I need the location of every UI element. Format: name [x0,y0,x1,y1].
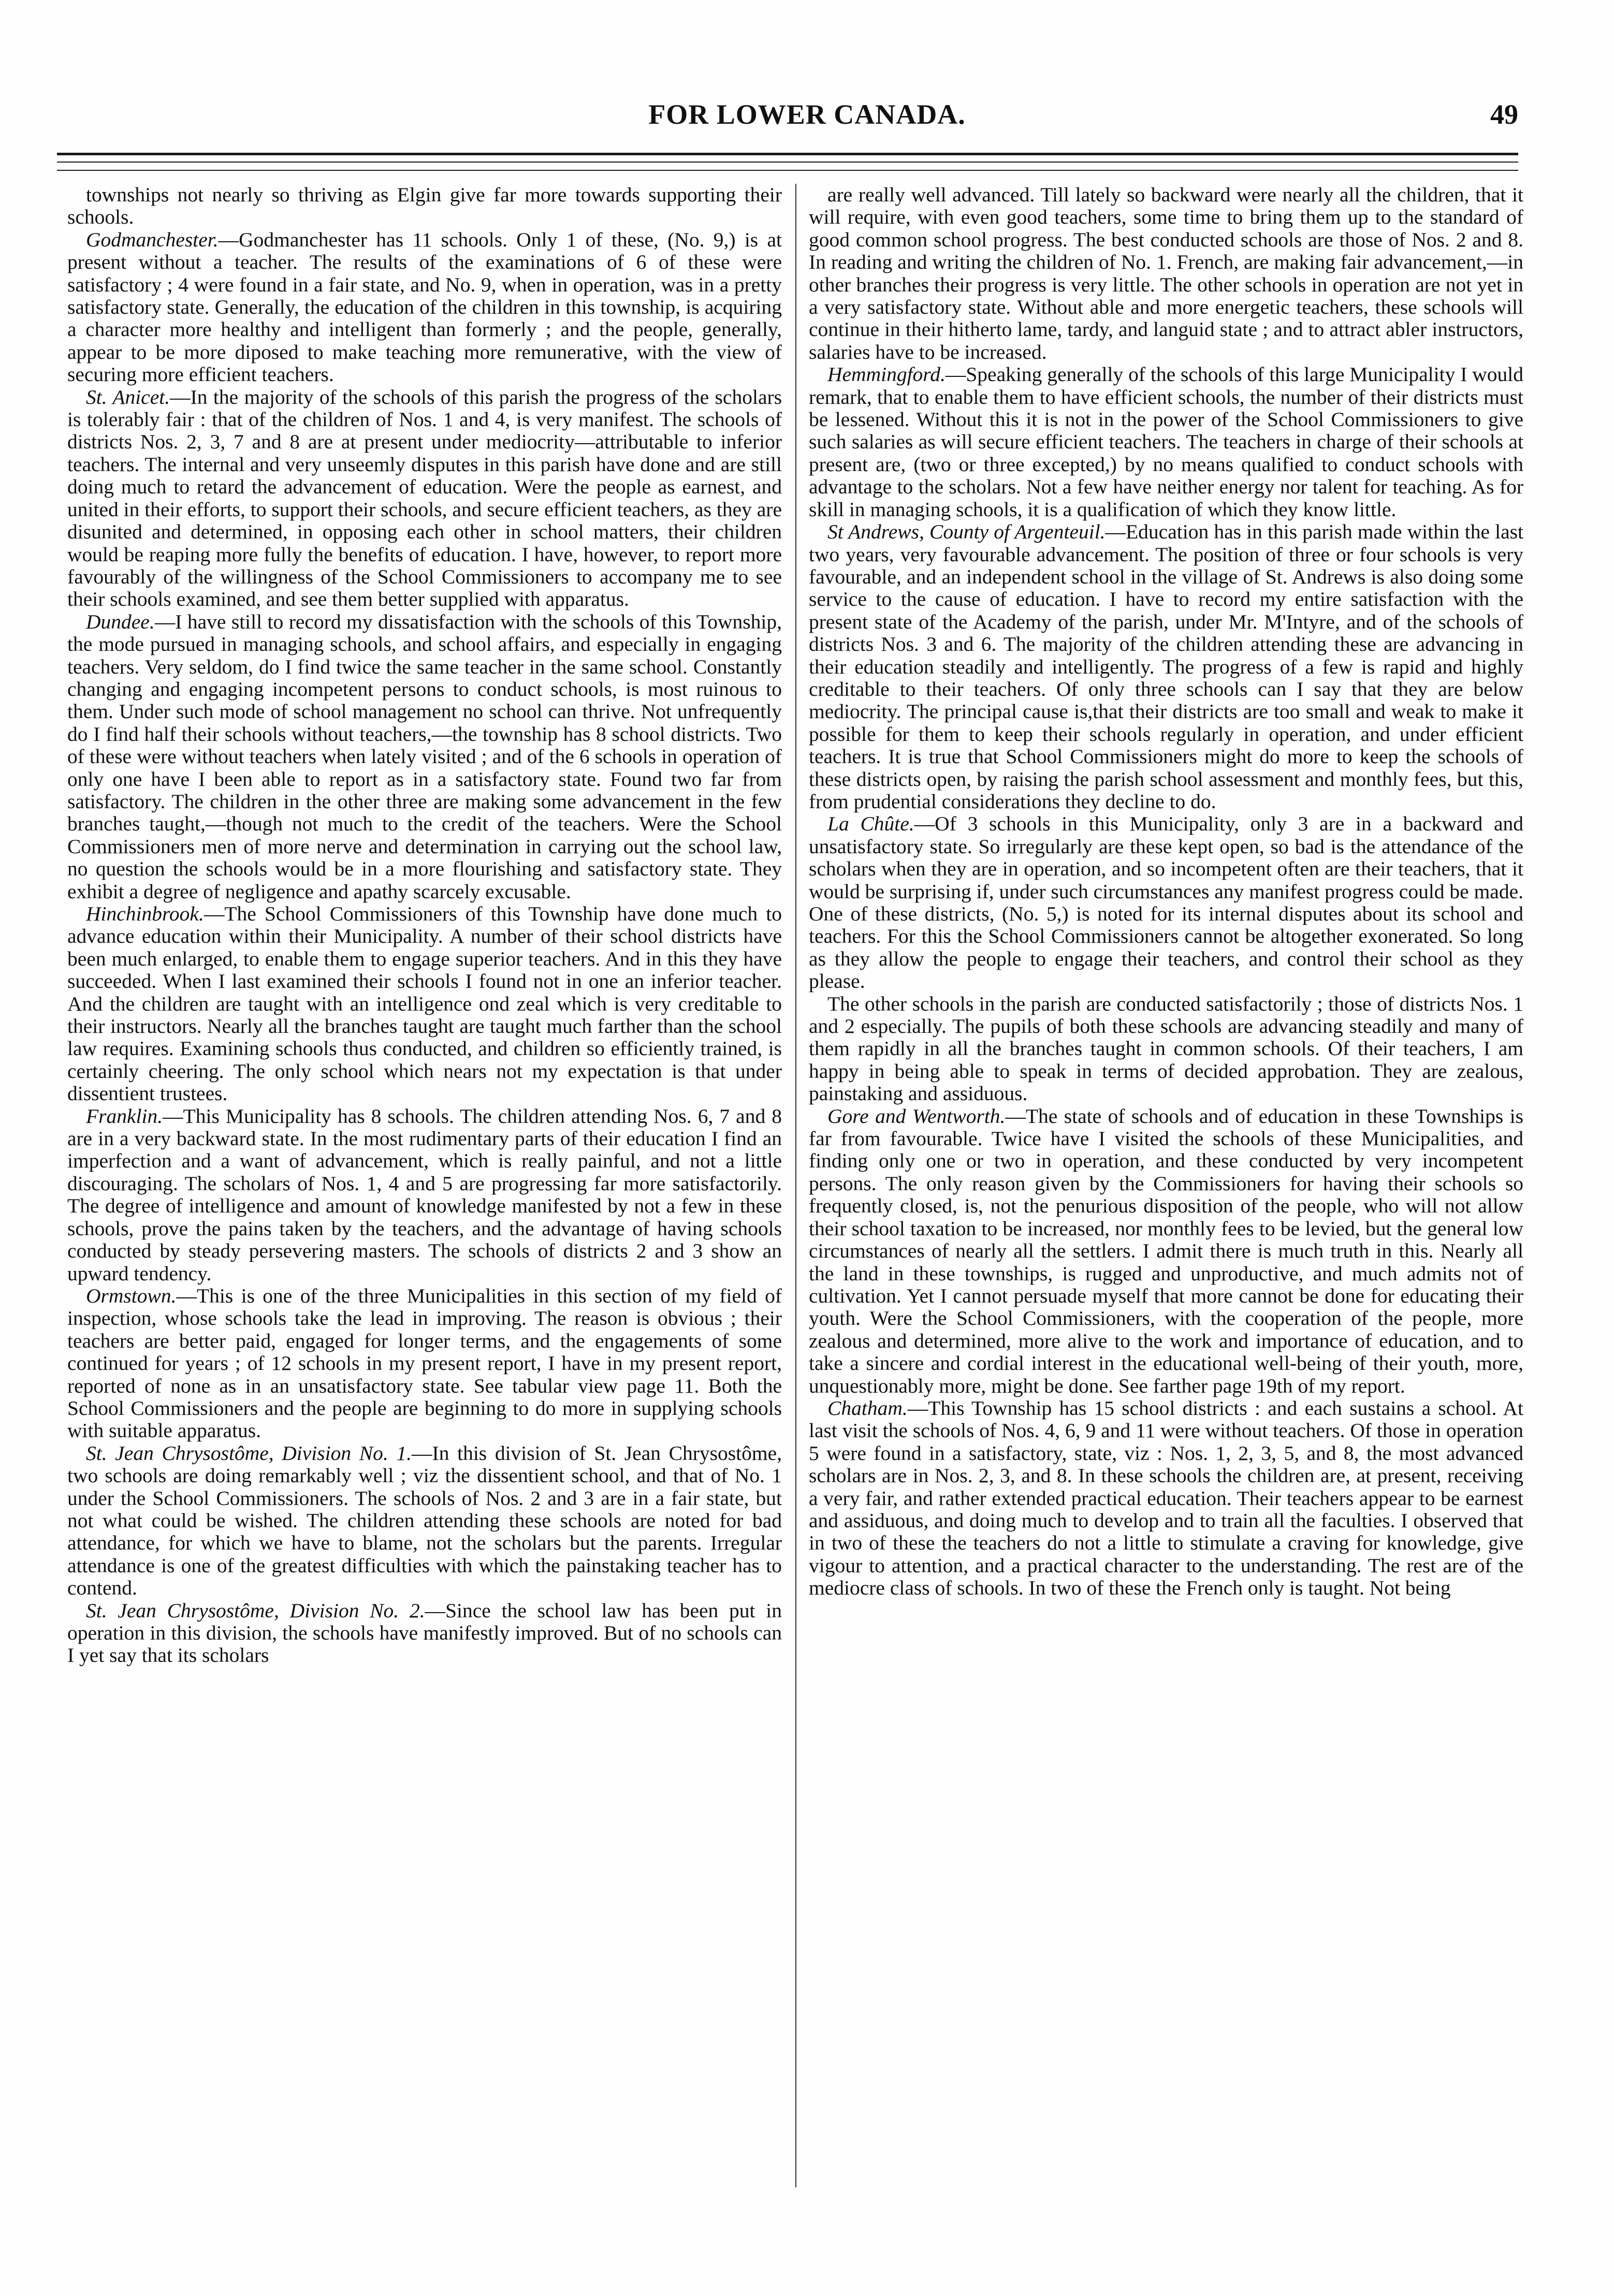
place-heading: Ormstown. [86,1284,177,1307]
place-heading: Hemmingford. [827,363,946,386]
paragraph-text: —This is one of the three Municipalities in this section of my field of inspection, whose schools take the lead in improving. The reason is obvious ; their teachers are better paid, engaged for longer terms, and the engagements of some continued for years ; of 12 schools in my present report, I have in my present report, reported of none as in an unsatisfactory state. See tabular view page 11. Both the School Commissioners and the people are beginning to do more in supplying schools with suitable apparatus. [67,1284,782,1442]
place-heading: Chatham. [827,1396,908,1420]
paragraph-text: are really well advanced. Till lately so backward were nearly all the children, that it will require, with even good teachers, some time to bring them up to the standard of good common school progress. The best conducted schools are those of Nos. 2 and 8. In reading and writing the children of No. 1. French, are making fair advancement,—in other branches their progress is very little. The other schools in operation are not yet in a very satisfactory state. Without able and more energetic teachers, these schools will continue in their hitherto lame, tardy, and languid state ; and to attract abler instructors, salaries have to be increased. [809,184,1523,363]
paragraph-gore-and-wentworth [809,1105,1523,1397]
paragraph-text: —The state of schools and of education in these Townships is far from favourable. Twice have I visited the schools of these Municipalities, and finding only one or two in operation, and these conducted by very incompetent persons. The only reason given by the Commissioners for having their schools so frequently closed, is, not the penurious disposition of the people, who will not allow their school taxation to be increased, nor monthly fees to be levied, but the general low circumstances of nearly all the settlers. I admit there is much truth in this. Nearly all the land in these townships, is rugged and unproductive, and much admits not of cultivation. Yet I cannot persuade myself that more cannot be done for educating their youth. Were the School Commissioners, with the cooperation of the people, more zealous and determined, more alive to the work and importance of education, and to take a sincere and cordial interest in the educational well-being of their youth, more, unquestionably more, might be done. See farther page 19th of my report. [809,1104,1523,1397]
place-heading: Franklin. [86,1104,163,1128]
paragraph-text: townships not nearly so thriving as Elgin give far more towards supporting their schools. [67,184,782,229]
left-column [67,184,782,2203]
paragraph-dundee [67,611,782,903]
paragraph [809,993,1523,1105]
place-heading: Gore and Wentworth. [827,1104,1006,1128]
paragraph-st-jean-division-2 [67,1600,782,1667]
page-header [0,98,1614,145]
place-heading: Godmanchester. [86,228,219,251]
header-rule-inner [57,162,1518,163]
paragraph-st-anicet [67,386,782,611]
place-heading: St Andrews, County of Argenteuil. [827,520,1106,544]
paragraph-chatham [809,1397,1523,1600]
paragraph-hemmingford [809,363,1523,521]
column-divider [795,184,796,2187]
place-heading: St. Jean Chrysostôme, Division No. 1. [86,1441,412,1465]
page-number: 49 [1490,99,1518,130]
paragraph-la-chute [809,813,1523,992]
place-heading: St. Jean Chrysostôme, Division No. 2. [86,1599,425,1622]
place-heading: Dundee. [86,610,155,633]
paragraph-text: The other schools in the parish are conducted satisfactorily ; those of districts Nos. 1 and 2 especially. The pupils of both these schools are advancing steadily and many of them rapidly in all the branches taught in common schools. Of their teachers, I am happy in being able to speak in terms of decided approbation. They are zealous, painstaking and assiduous. [809,992,1523,1105]
paragraph-text: —I have still to record my dissatisfaction with the schools of this Township, the mode pursued in managing schools, and school affairs, and especially in engaging teachers. Very seldom, do I find twice the same teacher in the same school. Constantly changing and engaging incompetent persons to conduct schools, is most ruinous to them. Under such mode of school management no school can thrive. Not unfrequently do I find half their schools without teachers,—the township has 8 school districts. Two of these were without teachers when lately visited ; and of the 6 schools in operation of only one have I been able to report as in a satisfactory state. Found two far from satisfactory. The children in the other three are making some advancement in the few branches taught,—though not much to the credit of the teachers. Were the School Commissioners men of more nerve and determination in carrying out the school law, no question the schools would be in a more flourishing and satisfactory state. They exhibit a degree of negligence and apathy scarcely excusable. [67,610,782,903]
paragraph-text: —Godmanchester has 11 schools. Only 1 of these, (No. 9,) is at present without a teacher. The results of the examinations of 6 of these were satisfactory ; 4 were found in a fair state, and No. 9, when in operation, was in a pretty satisfactory state. Generally, the education of the children in this township, is acquiring a character more healthy and intelligent than formerly ; and the people, generally, appear to be more diposed to make teaching more remunerative, with the view of securing more efficient teachers. [67,228,782,386]
paragraph-text: —Since the school law has been put in operation in this division, the schools have manifestly improved. But of no schools can I yet say that its scholars [67,1599,782,1667]
paragraph-text: —Education has in this parish made within the last two years, very favourable advancement. The position of three or four schools is very favourable, and an independent school in the village of St. Andrews is also doing some service to the cause of education. I have to record my entire satisfaction with the present state of the Academy of the parish, under Mr. M'Intyre, and of the schools of districts Nos. 3 and 6. The majority of the children attending these are advancing in their education steadily and intelligently. The progress of a few is rapid and highly creditable to their teachers. Of only three schools can I say that they are below mediocrity. The principal cause is,that their districts are too small and weak to make it possible for them to keep their schools regularly in operation, and under efficient teachers. It is true that School Commissioners might do more to keep the schools of these districts open, by raising the parish school assessment and monthly fees, but this, from prudential considerations they decline to do. [809,520,1523,813]
running-title: FOR LOWER CANADA. [648,99,966,130]
paragraph-text: —This Township has 15 school districts : and each sustains a school. At last visit the schools of Nos. 4, 6, 9 and 11 were without teachers. Of those in operation 5 were found in a satisfactory, state, viz : Nos. 1, 2, 3, 5, and 8, the most advanced scholars are in Nos. 2, 3, and 8. In these schools the children are, at present, receiving a very fair, and rather extended practical education. Their teachers appear to be earnest and assiduous, and doing much to develop and to train all the faculties. I observed that in two of these the teachers do not a little to stimulate a craving for knowledge, give vigour to attention, and a practical character to the understanding. The rest are of the mediocre class of schools. In two of these the French only is taught. Not being [809,1396,1523,1600]
paragraph-text: —In the majority of the schools of this parish the progress of the scholars is tolerably fair : that of the children of Nos. 1 and 4, is very manifest. The schools of districts Nos. 2, 3, 7 and 8 are at present under mediocrity—attributable to inferior teachers. The internal and very unseemly disputes in this parish have done and are still doing much to retard the advancement of education. Were the people as earnest, and united in their efforts, to support their schools, and secure efficient teachers, as they are disunited and determined, in opposing each other in school matters, their children would be reaping more fully the benefits of education. I have, however, to report more favourably of the willingness of the School Commissioners to accompany me to see their schools examined, and see them better supplied with apparatus. [67,385,782,611]
paragraph-text: —The School Commissioners of this Township have done much to advance education within their Municipality. A number of their school districts have been much enlarged, to enable them to engage superior teachers. And in this they have succeeded. When I last examined their schools I found not in one an inferior teacher. And the children are taught with an intelligence ond zeal which is very creditable to their instructors. Nearly all the branches taught are taught much farther than the school law requires. Examining schools thus conducted, and children so efficiently trained, is certainly cheering. The only school which nears not my expectation is that under dissentient trustees. [67,902,782,1105]
paragraph-text: —In this division of St. Jean Chrysostôme, two schools are doing remarkably well ; viz the dissentient school, and that of No. 1 under the School Commissioners. The schools of Nos. 2 and 3 are in a fair state, but not what could be wished. The children attending these schools are noted for bad attendance, for which we have to blame, not the scholars but the parents. Irregular attendance is one of the greatest difficulties with which the painstaking teacher has to contend. [67,1441,782,1600]
paragraph-ormstown [67,1285,782,1442]
place-heading: St. Anicet. [86,385,170,408]
right-column [809,184,1523,2203]
paragraph-text: —Speaking generally of the schools of this large Municipality I would remark, that to enable them to have efficient schools, the number of their districts must be lessened. Without this it is not in the power of the School Commissioners to give such salaries as will secure efficient teachers. The teachers in charge of their schools at present are, (two or three excepted,) by no means qualified to conduct schools with advantage to the scholars. Not a few have neither energy nor talent for teaching. As for skill in managing schools, it is a qualification of which they know little. [809,363,1523,521]
paragraph [67,184,782,229]
paragraph [809,184,1523,363]
paragraph-st-jean-division-1 [67,1442,782,1600]
paragraph-text: —This Municipality has 8 schools. The children attending Nos. 6, 7 and 8 are in a very backward state. In the most rudimentary parts of their education I find an imperfection and a want of advancement, which is really painful, and not a little discouraging. The scholars of Nos. 1, 4 and 5 are progressing far more satisfactorily. The degree of intelligence and amount of knowledge manifested by not a few in these schools, prove the pains taken by the teachers, and the advantage of having schools conducted by steady persevering masters. The schools of districts 2 and 3 show an upward tendency. [67,1104,782,1285]
paragraph-text: —Of 3 schools in this Municipality, only 3 are in a backward and unsatisfactory state. So irregularly are these kept open, so bad is the attendance of the scholars when they are in operation, and so incompetent often are their teachers, that it would be surprising if, under such circumstances any manifest progress could be made. One of these districts, (No. 5,) is noted for its internal disputes about its school and teachers. For this the School Commissioners cannot be altogether exonerated. So long as they allow the people to engage their teachers, and control their school as they please. [809,812,1523,993]
place-heading: Hinchinbrook. [86,902,204,925]
paragraph-godmanchester [67,229,782,386]
paragraph-franklin [67,1105,782,1285]
place-heading: La Chûte. [827,812,914,836]
paragraph-hinchinbrook [67,903,782,1105]
paragraph-st-andrews [809,521,1523,813]
